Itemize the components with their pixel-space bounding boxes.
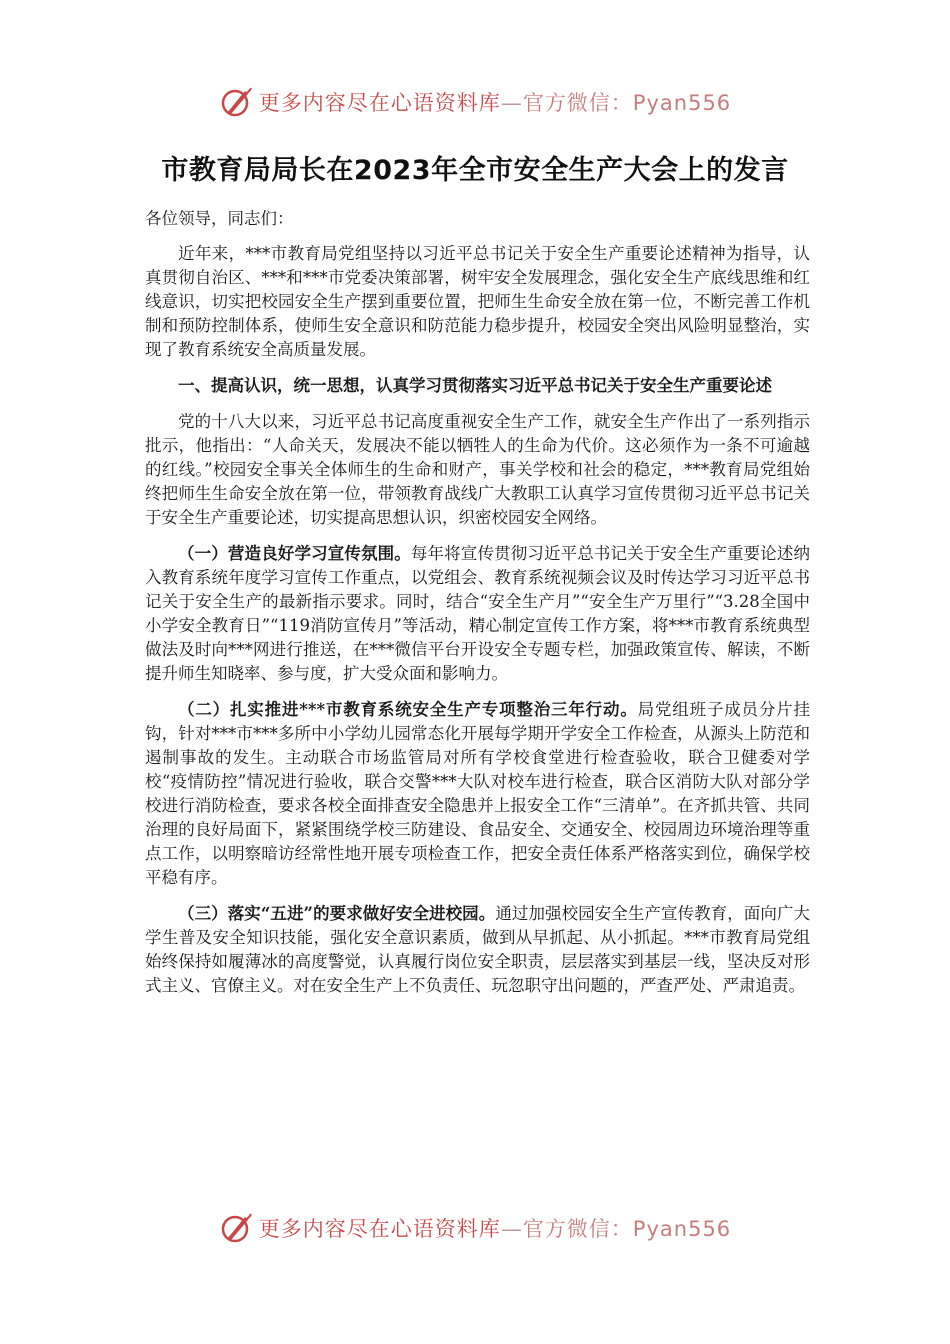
item-1-lead: （一）营造良好学习宣传氛围。: [178, 544, 411, 563]
watermark-contact: 官方微信：Pyan556: [522, 1217, 732, 1241]
watermark-banner-top: [0, 82, 950, 122]
watermark-text: [259, 87, 731, 117]
watermark-banner-bottom: [0, 1208, 950, 1248]
quill-logo-icon: [219, 85, 253, 119]
section-1-heading: 一、提高认识，统一思想，认真学习贯彻落实习近平总书记关于安全生产重要论述: [178, 376, 772, 395]
intro-paragraph: 近年来，***市教育局党组坚持以习近平总书记关于安全生产重要论述精神为指导，认真贯彻自治区、***和***市党委决策部署，树牢安全发展理念，强化安全生产底线思维和红线意识，切实把校园安全生产摆到重要位置，把师生生命安全放在第一位，不断完善工作机制和预防控制体系，使师生安全意识和防范能力稳步提升，校园安全突出风险明显整治，实现了教育系统安全高质量发展。: [145, 244, 810, 359]
item-1-body: 每年将宣传贯彻习近平总书记关于安全生产重要论述纳入教育系统年度学习宣传工作重点，以党组会、教育系统视频会议及时传达学习习近平总书记关于安全生产的最新指示要求。同时，结合“安全生产月”“安全生产万里行”“3.28全国中小学安全教育日”“119消防宣传月”等活动，精心制定宣传工作方案，将***市教育系统典型做法及时向***网进行推送，在***微信平台开设安全专题专栏，加强政策宣传、解读，不断提升师生知晓率、参与度，扩大受众面和影响力。: [145, 544, 811, 683]
document-title: 市教育局局长在2023年全市安全生产大会上的发言: [161, 155, 789, 186]
watermark-brand: 更多内容尽在心语资料库: [258, 91, 501, 115]
section-1-paragraph: 党的十八大以来，习近平总书记高度重视安全生产工作，就安全生产作出了一系列指示批示，他指出：“人命关天，发展决不能以牺牲人的生命为代价。这必须作为一条不可逾越的红线。”校园安全事关全体师生的生命和财产，事关学校和社会的稳定，***教育局党组始终把师生生命安全放在第一位，带领教育战线广大教职工认真学习宣传贯彻习近平总书记关于安全生产重要论述，切实提高思想认识，织密校园安全网络。: [145, 412, 810, 527]
item-3-lead: （三）落实“五进”的要求做好安全进校园。: [178, 904, 496, 923]
item-2-body: 局党组班子成员分片挂钩，针对***市***多所中小学幼儿园常态化开展每学期开学安全工作检查，从源头上防范和遏制事故的发生。主动联合市场监管局对所有学校食堂进行检查验收，联合卫健委对学校“疫情防控”情况进行验收，联合交警***大队对校车进行检查，联合区消防大队对部分学校进行消防检查，要求各校全面排查安全隐患并上报安全工作“三清单”。在齐抓共管、共同治理的良好局面下，紧紧围绕学校三防建设、食品安全、交通安全、校园周边环境治理等重点工作，以明察暗访经常性地开展专项检查工作，把安全责任体系严格落实到位，确保学校平稳有序。: [145, 700, 810, 887]
item-2-lead: （二）扎实推进***市教育系统安全生产专项整治三年行动。: [178, 700, 638, 719]
item-1-paragraph: [145, 542, 810, 686]
document-body: [145, 207, 810, 1010]
salutation: 各位领导，同志们：: [145, 209, 294, 228]
watermark-text: [259, 1213, 731, 1243]
item-3-paragraph: [145, 902, 810, 998]
watermark-separator: —: [500, 91, 523, 115]
watermark-separator: —: [500, 1217, 523, 1241]
item-2-paragraph: [145, 698, 810, 890]
item-3-body: 通过加强校园安全生产宣传教育，面向广大学生普及安全知识技能，强化安全意识素质，做到从早抓起、从小抓起。***市教育局党组始终保持如履薄冰的高度警觉，认真履行岗位安全职责，层层落实到基层一线，坚决反对形式主义、官僚主义。对在安全生产上不负责任、玩忽职守出问题的，严查严处、严肃追责。: [145, 904, 811, 995]
quill-logo-icon: [219, 1211, 253, 1245]
watermark-contact: 官方微信：Pyan556: [522, 91, 732, 115]
watermark-brand: 更多内容尽在心语资料库: [258, 1217, 501, 1241]
